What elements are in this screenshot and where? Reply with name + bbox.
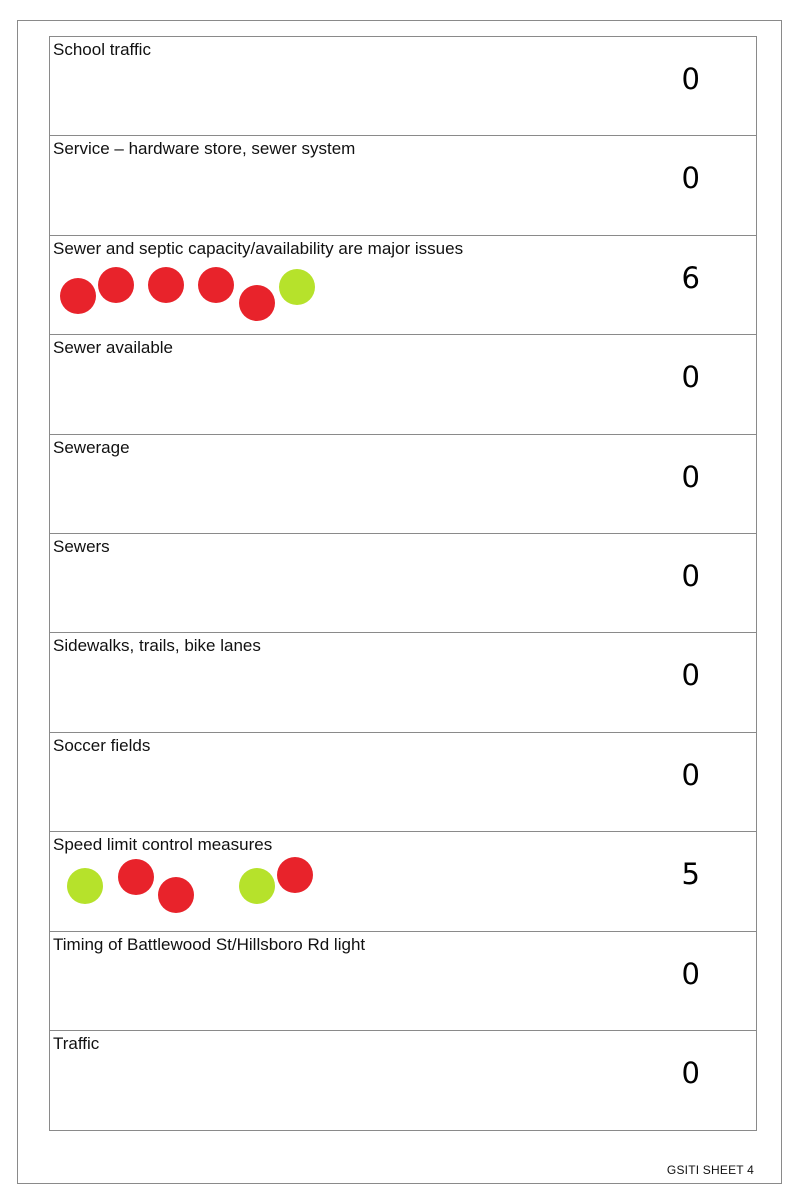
table-row bbox=[50, 335, 756, 434]
row-count: 5 bbox=[681, 857, 700, 892]
row-label: Sewers bbox=[53, 536, 110, 556]
row-count: 0 bbox=[681, 62, 700, 96]
table-row bbox=[50, 136, 756, 235]
row-label: Service – hardware store, sewer system bbox=[53, 139, 356, 159]
sheet-footer: GSITI SHEET 4 bbox=[666, 1163, 754, 1177]
green-vote-dot bbox=[239, 868, 275, 904]
red-vote-dot bbox=[148, 267, 184, 303]
row-count: 0 bbox=[681, 757, 700, 792]
red-vote-dot bbox=[118, 859, 154, 895]
row-label: School traffic bbox=[53, 40, 151, 59]
table-row bbox=[50, 236, 756, 335]
row-label: Speed limit control measures bbox=[53, 835, 273, 855]
row-label: Sewer available bbox=[53, 338, 174, 358]
table-row bbox=[50, 733, 756, 832]
row-count: 0 bbox=[681, 1055, 700, 1090]
row-label: Sidewalks, trails, bike lanes bbox=[53, 636, 261, 656]
row-label: Soccer fields bbox=[53, 735, 151, 755]
row-count: 0 bbox=[681, 658, 700, 693]
row-count: 0 bbox=[681, 161, 700, 196]
row-count: 0 bbox=[681, 558, 700, 593]
row-count: 0 bbox=[681, 956, 700, 991]
row-count: 6 bbox=[681, 260, 700, 295]
table-row bbox=[50, 534, 756, 633]
row-label: Sewerage bbox=[53, 437, 130, 457]
table-row bbox=[50, 633, 756, 732]
red-vote-dot bbox=[239, 285, 275, 321]
red-vote-dot bbox=[60, 278, 96, 314]
row-count: 0 bbox=[681, 360, 700, 395]
row-label: Traffic bbox=[53, 1033, 100, 1053]
table-row bbox=[50, 832, 756, 931]
row-count: 0 bbox=[681, 459, 700, 494]
red-vote-dot bbox=[198, 267, 234, 303]
table-row bbox=[50, 1031, 756, 1130]
green-vote-dot bbox=[279, 269, 315, 305]
row-label: Timing of Battlewood St/Hillsboro Rd light bbox=[53, 934, 366, 954]
red-vote-dot bbox=[98, 267, 134, 303]
table-row bbox=[50, 37, 756, 136]
red-vote-dot bbox=[158, 877, 194, 913]
vote-table bbox=[49, 36, 757, 1131]
table-row bbox=[50, 932, 756, 1031]
table-row bbox=[50, 435, 756, 534]
red-vote-dot bbox=[277, 857, 313, 893]
row-label: Sewer and septic capacity/availability are major issues bbox=[53, 238, 464, 258]
green-vote-dot bbox=[67, 868, 103, 904]
